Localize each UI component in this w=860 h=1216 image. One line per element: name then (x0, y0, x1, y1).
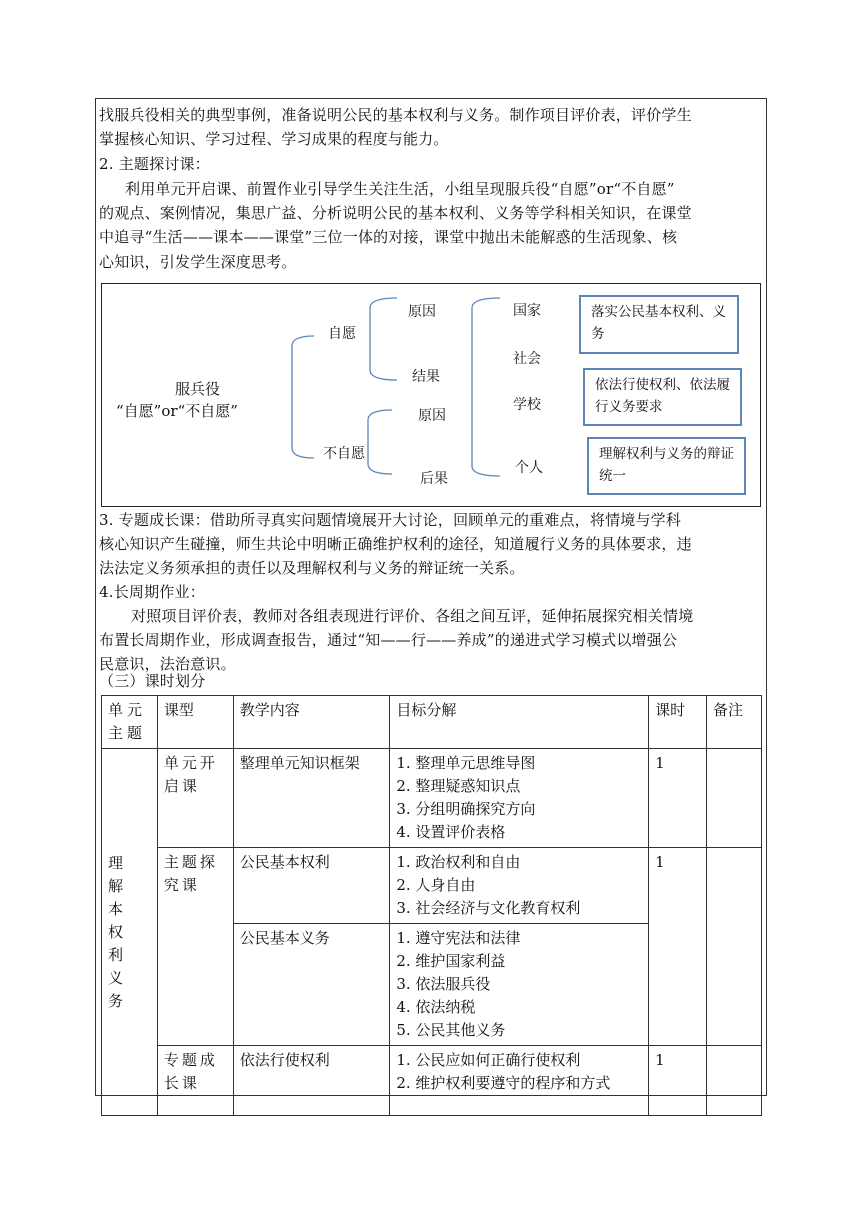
hours-cell: 1 (649, 848, 707, 1046)
goal-item: 1. 公民应如何正确行使权利 (396, 1051, 581, 1069)
section4-line-2: 布置长周期作业，形成调查报告，通过“知——行——养成”的递进式学习模式以增强公 (99, 631, 678, 649)
goal-item: 3. 分组明确探究方向 (396, 800, 536, 818)
content-cell: 整理单元知识框架 (233, 749, 390, 848)
root-bracket (292, 336, 314, 458)
section2-line-4: 心知识，引发学生深度思考。 (99, 253, 297, 271)
goal-item: 1. 整理单元思维导图 (396, 754, 536, 772)
lesson-type-cell: 主题探究课 (157, 848, 233, 1046)
goal-item: 2. 人身自由 (396, 876, 476, 894)
section3-line-2: 核心知识产生碰撞，师生共论中明晰正确维护权利的途径，知道履行义务的具体要求，违 (99, 535, 692, 553)
notes-cell (707, 1046, 762, 1116)
goal-item: 4. 设置评价表格 (396, 823, 506, 841)
lesson-plan-table (101, 695, 762, 1116)
root-label-line-2: “自愿”or“不自愿” (116, 402, 238, 420)
goals-cell (390, 749, 649, 848)
intro-line-2: 掌握核心知识、学习过程、学习成果的程度与能力。 (99, 130, 449, 148)
goal-item: 2. 维护国家利益 (396, 952, 506, 970)
lesson-type-cell: 单元开启课 (157, 749, 233, 848)
level-society: 社会 (513, 351, 541, 367)
content-cell: 公民基本义务 (233, 924, 390, 1046)
section3-line-3: 法法定义务须承担的责任以及理解权利与义务的辩证统一关系。 (99, 559, 525, 577)
level-country: 国家 (513, 303, 541, 319)
cause-1: 原因 (408, 304, 436, 320)
header-goals: 目标分解 (390, 696, 649, 749)
intro-line-1: 找服兵役相关的典型事例，准备说明公民的基本权利与义务。制作项目评价表，评价学生 (99, 106, 692, 124)
involuntary-bracket (368, 410, 392, 474)
goal-box-exercise-rights: 依法行使权利、依法履行义务要求 (583, 368, 742, 426)
goal-item: 5. 公民其他义务 (396, 1021, 506, 1039)
hours-cell: 1 (649, 1046, 707, 1116)
level-school: 学校 (513, 397, 541, 413)
goal-item: 3. 依法服兵役 (396, 975, 491, 993)
section3-line-1: 3. 专题成长课：借助所寻真实问题情境展开大讨论，回顾单元的重难点，将情境与学科 (99, 511, 682, 529)
voluntary-bracket (370, 298, 397, 380)
content-cell: 公民基本权利 (233, 848, 390, 924)
level-individual: 个人 (515, 460, 543, 476)
result-2: 后果 (420, 471, 448, 487)
header-notes: 备注 (707, 696, 762, 749)
levels-bracket (472, 298, 500, 476)
goals-cell (390, 924, 649, 1046)
section4-heading: 4.长周期作业： (99, 583, 205, 601)
header-content: 教学内容 (233, 696, 390, 749)
section2-heading: 2. 主题探讨课： (99, 155, 210, 173)
plan-section-heading: （三）课时划分 (99, 672, 206, 690)
header-lesson-type: 课型 (157, 696, 233, 749)
cause-2: 原因 (418, 408, 446, 424)
notes-cell (707, 749, 762, 848)
goals-cell (390, 848, 649, 924)
goal-box-dialectical-unity: 理解权利与义务的辩证统一 (587, 437, 746, 495)
goals-cell (390, 1046, 649, 1116)
result-1: 结果 (412, 369, 440, 385)
table-header-row (102, 696, 762, 749)
section4-line-1: 对照项目评价表，教师对各组表现进行评价、各组之间互评，延伸拓展探究相关情境 (131, 607, 694, 625)
header-hours: 课时 (649, 696, 707, 749)
section2-line-3: 中追寻“生活——课本——课堂”三位一体的对接，课堂中抛出未能解惑的生活现象、核 (99, 228, 678, 246)
lesson-type-cell: 专题成长课 (157, 1046, 233, 1116)
goal-item: 3. 社会经济与文化教育权利 (396, 899, 581, 917)
mind-map-diagram (101, 283, 761, 507)
notes-cell (707, 848, 762, 1046)
section4-line-3: 民意识，法治意识。 (99, 655, 236, 673)
goal-item: 2. 整理疑惑知识点 (396, 777, 521, 795)
goal-box-rights-duties: 落实公民基本权利、义务 (579, 295, 739, 354)
content-cell: 依法行使权利 (233, 1046, 390, 1116)
section2-line-1: 利用单元开启课、前置作业引导学生关注生活，小组呈现服兵役“自愿”or“不自愿” (125, 180, 675, 198)
branch-involuntary: 不自愿 (323, 446, 365, 462)
goal-item: 4. 依法纳税 (396, 998, 476, 1016)
goal-item: 1. 政治权利和自由 (396, 853, 521, 871)
section2-line-2: 的观点、案例情况，集思广益、分析说明公民的基本权利、义务等学科相关知识，在课堂 (99, 204, 692, 222)
branch-voluntary: 自愿 (328, 326, 356, 342)
table-row (102, 848, 762, 924)
header-unit-theme: 单元主题 (102, 696, 158, 749)
root-label-line-1: 服兵役 (175, 380, 221, 398)
unit-theme-cell: 理解本权利义务 (102, 749, 158, 1116)
goal-item: 2. 维护权利要遵守的程序和方式 (396, 1074, 611, 1092)
table-row (102, 749, 762, 848)
goal-item: 1. 遵守宪法和法律 (396, 929, 521, 947)
hours-cell: 1 (649, 749, 707, 848)
table-row (102, 1046, 762, 1116)
